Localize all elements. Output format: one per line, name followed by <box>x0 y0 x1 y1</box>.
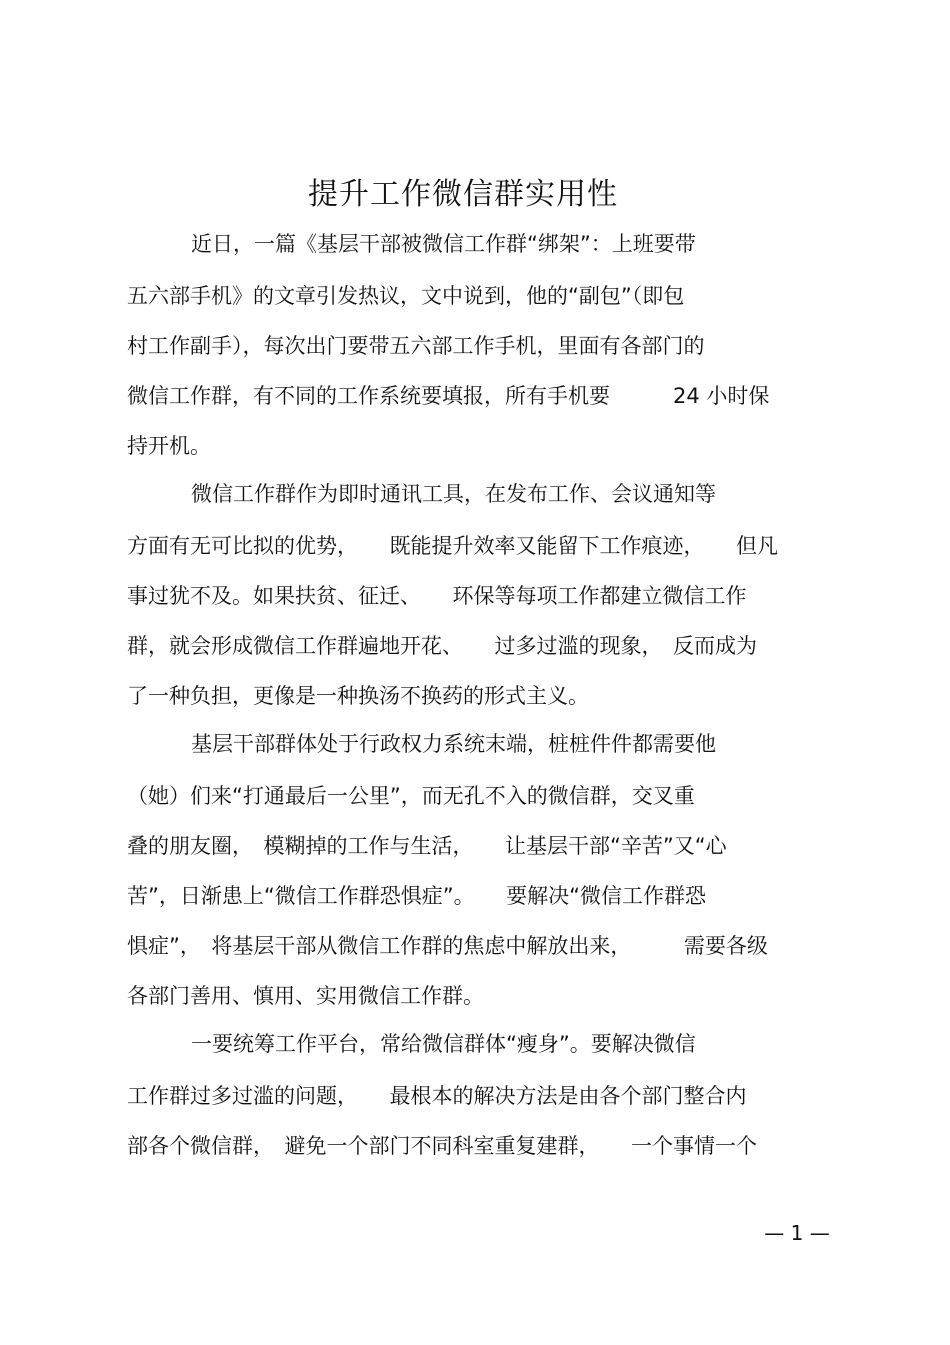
paragraph-3-line-6: 各部门善用、慎用、实用微信工作群。 <box>127 984 484 1008</box>
paragraph-1-line-3: 村工作副手），每次出门要带五六部工作手机，里面有各部门的 <box>127 334 705 358</box>
paragraph-2-line-2: 方面有无可比拟的优势， 既能提升效率又能留下工作痕迹， 但凡 <box>127 534 778 558</box>
paragraph-1-line-1: 近日，一篇《基层干部被微信工作群“绑架”：上班要带 <box>191 232 696 256</box>
page-number: — 1 — <box>764 1221 830 1245</box>
paragraph-1-line-2: 五六部手机》的文章引发热议，文中说到，他的“副包”（即包 <box>127 284 685 308</box>
paragraph-4-line-3: 部各个微信群， 避免一个部门不同科室重复建群， 一个事情一个 <box>127 1134 757 1158</box>
paragraph-3-line-2: （她）们来“打通最后一公里”，而无孔不入的微信群，交叉重 <box>127 784 695 808</box>
paragraph-2-line-3: 事过犹不及。如果扶贫、征迁、 环保等每项工作都建立微信工作 <box>127 584 747 608</box>
paragraph-1-line-4: 微信工作群，有不同的工作系统要填报，所有手机要 24 小时保 <box>127 384 770 408</box>
paragraph-4-line-1: 一要统筹工作平台，常给微信群体“瘦身”。要解决微信 <box>191 1032 696 1056</box>
paragraph-1-line-5: 持开机。 <box>127 434 211 458</box>
paragraph-3-line-4: 苦”，日渐患上“微信工作群恐惧症”。 要解决“微信工作群恐 <box>127 884 707 908</box>
paragraph-3-line-1: 基层干部群体处于行政权力系统末端，桩桩件件都需要他 <box>191 732 716 756</box>
paragraph-3-line-3: 叠的朋友圈， 模糊掉的工作与生活， 让基层干部“辛苦”又“心 <box>127 834 727 858</box>
paragraph-2-line-5: 了一种负担，更像是一种换汤不换药的形式主义。 <box>127 684 589 708</box>
paragraph-4-line-2: 工作群过多过滥的问题， 最根本的解决方法是由各个部门整合内 <box>127 1084 747 1108</box>
paragraph-2-line-4: 群，就会形成微信工作群遍地开花、 过多过滥的现象， 反而成为 <box>127 634 757 658</box>
document-title: 提升工作微信群实用性 <box>308 177 618 212</box>
paragraph-3-line-5: 惧症”， 将基层干部从微信工作群的焦虑中解放出来， 需要各级 <box>127 934 768 958</box>
paragraph-2-line-1: 微信工作群作为即时通讯工具，在发布工作、会议通知等 <box>191 482 716 506</box>
